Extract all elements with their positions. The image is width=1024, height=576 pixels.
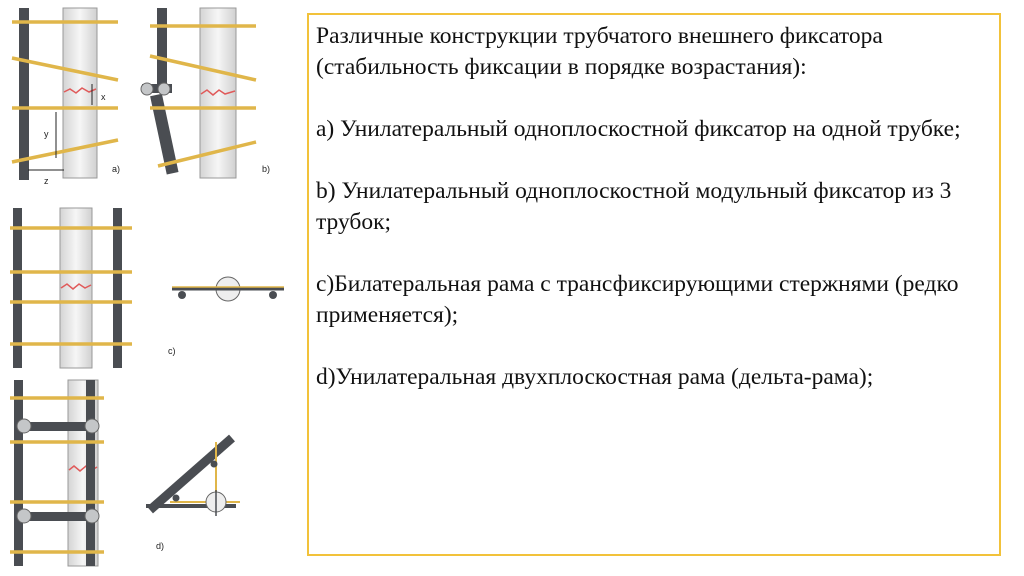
description-intro: Различные конструкции трубчатого внешнего фиксатора (стабильность фиксации в порядке возрастания): bbox=[316, 23, 883, 80]
panel-a-fixator bbox=[12, 8, 120, 186]
panel-d-label: d) bbox=[156, 541, 165, 551]
clamp bbox=[173, 495, 180, 502]
tube-right bbox=[86, 380, 95, 566]
dimension-y-label: y bbox=[44, 129, 49, 139]
description-item-c: c)Билатеральная рама с трансфиксирующими стержнями (редко применяется); bbox=[316, 271, 959, 328]
description-item-b: b) Унилатеральный одноплоскостной модульный фиксатор из 3 трубок; bbox=[316, 178, 952, 235]
clamp bbox=[211, 461, 218, 468]
fixator-figure bbox=[0, 0, 300, 576]
description-box bbox=[307, 13, 1001, 556]
panel-c-label: c) bbox=[168, 346, 176, 356]
description-item-d: d)Унилатеральная двухплоскостная рама (дельта-рама); bbox=[316, 364, 874, 390]
panel-c-cross-section bbox=[172, 277, 284, 301]
tube-left bbox=[14, 380, 23, 566]
panel-a-label: a) bbox=[112, 164, 121, 174]
clamp bbox=[141, 83, 153, 95]
dimension-x-label: x bbox=[101, 92, 106, 102]
tube-upper bbox=[157, 8, 167, 92]
tube-section bbox=[269, 291, 277, 299]
panel-b-label: b) bbox=[262, 164, 271, 174]
dimension-z-label: z bbox=[44, 176, 49, 186]
panel-d-fixator bbox=[10, 380, 240, 566]
delta-frame-cross-section bbox=[146, 438, 240, 516]
panel-b-fixator bbox=[141, 8, 270, 178]
description-item-a: a) Унилатеральный одноплоскостной фиксатор на одной трубке; bbox=[316, 116, 961, 142]
tube bbox=[19, 8, 29, 180]
panel-c-fixator bbox=[10, 208, 284, 368]
tube-section bbox=[178, 291, 186, 299]
clamp bbox=[158, 83, 170, 95]
